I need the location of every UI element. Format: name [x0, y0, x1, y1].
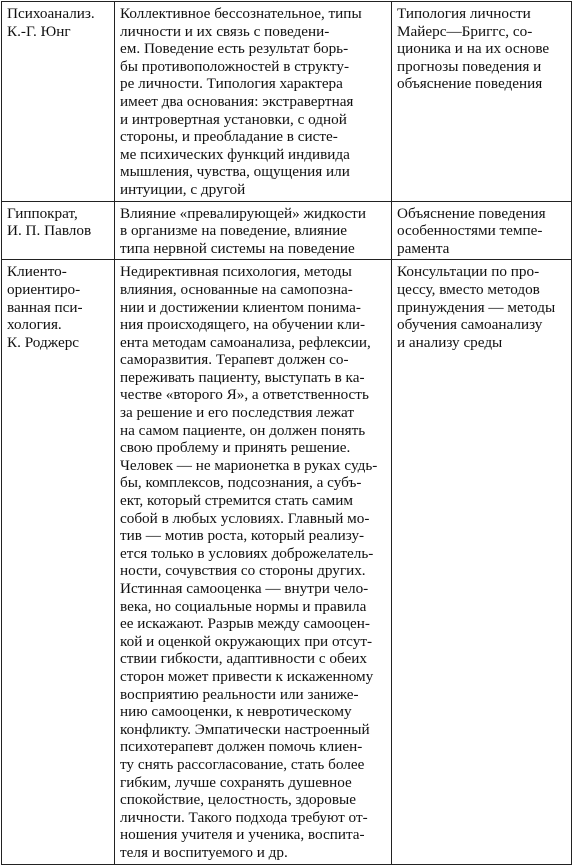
author-text: Гиппократ, И. П. Павлов: [7, 204, 92, 240]
application-text: Консультации по про- цессу, вместо методов принуждения — методы обучения самоанализу и анализу среды: [397, 263, 556, 351]
author-text: Клиенто- ориентиро- ванная пси- хология. К. Роджерс: [7, 263, 83, 351]
application-cell: [392, 201, 572, 260]
content-text: Коллективное бессознательное, типы личности и их связь с поведени- ем. Поведение есть результат борь- бы противоположностей в структу- ре личности. Типология характера имеет два основания: экстравертная и интровертная установки, с одной стороны, и преобладание в систе- ме психических функций индивида мышления, чувства, ощущения или интуиции, с другой: [120, 5, 362, 198]
table-row: [2, 2, 572, 202]
author-cell: [2, 260, 115, 864]
author-cell: [2, 201, 115, 260]
content-text: Недирективная психология, методы влияния, основанные на самопозна- нии и достижении клиентом понима- ния происходящего, на обучении кли- ента методам самоанализа, рефлексии, саморазвития. Терапевт должен со- переживать пациенту, выступать в ка- честве «второго Я», а ответственность за решение и его последствия лежат на самом пациенте, он должен понять свою проблему и принять решение. Человек — не марионетка в руках судь- бы, комплексов, подсознания, а субъ- ект, который стремится стать самим собой в любых условиях. Главный мо- тив — мотив роста, который реализу- ется только в условиях доброжелатель- ности, сочувствия со стороны других. Истинная самооценка — внутри чело- века, но социальные нормы и правила ее искажают. Разрыв между самооцен- кой и оценкой окружающих при отсут- ствии гибкости, адаптивности с обеих сторон может привести к искаженному восприятию реальности или заниже- нию самооценки, к невротическому конфликту. Эмпатически настроенный психотерапевт должен помочь клиен- ту снять рассогласование, стать более гибким, лучше сохранять душевное спокойствие, целостность, здоровые личности. Такого подхода требуют от- ношения учителя и ученика, воспита- теля и воспитуемого и др.: [120, 263, 378, 861]
theory-table: [1, 1, 572, 865]
application-text: Типология личности Майерс—Бриггс, со- ционика и на их основе прогнозы поведения и объяснение поведения: [397, 5, 550, 93]
content-cell: [115, 201, 392, 260]
author-cell: [2, 2, 115, 202]
table-row: [2, 201, 572, 260]
content-cell: [115, 2, 392, 202]
application-text: Объяснение поведения особенностями темпе- рамента: [397, 204, 546, 257]
application-cell: [392, 260, 572, 864]
content-text: Влияние «превалирующей» жидкости в организме на поведение, влияние типа нервной системы на поведение: [120, 204, 366, 257]
application-cell: [392, 2, 572, 202]
author-text: Психоанализ. К.-Г. Юнг: [7, 5, 95, 40]
table-row: [2, 260, 572, 864]
content-cell: [115, 260, 392, 864]
